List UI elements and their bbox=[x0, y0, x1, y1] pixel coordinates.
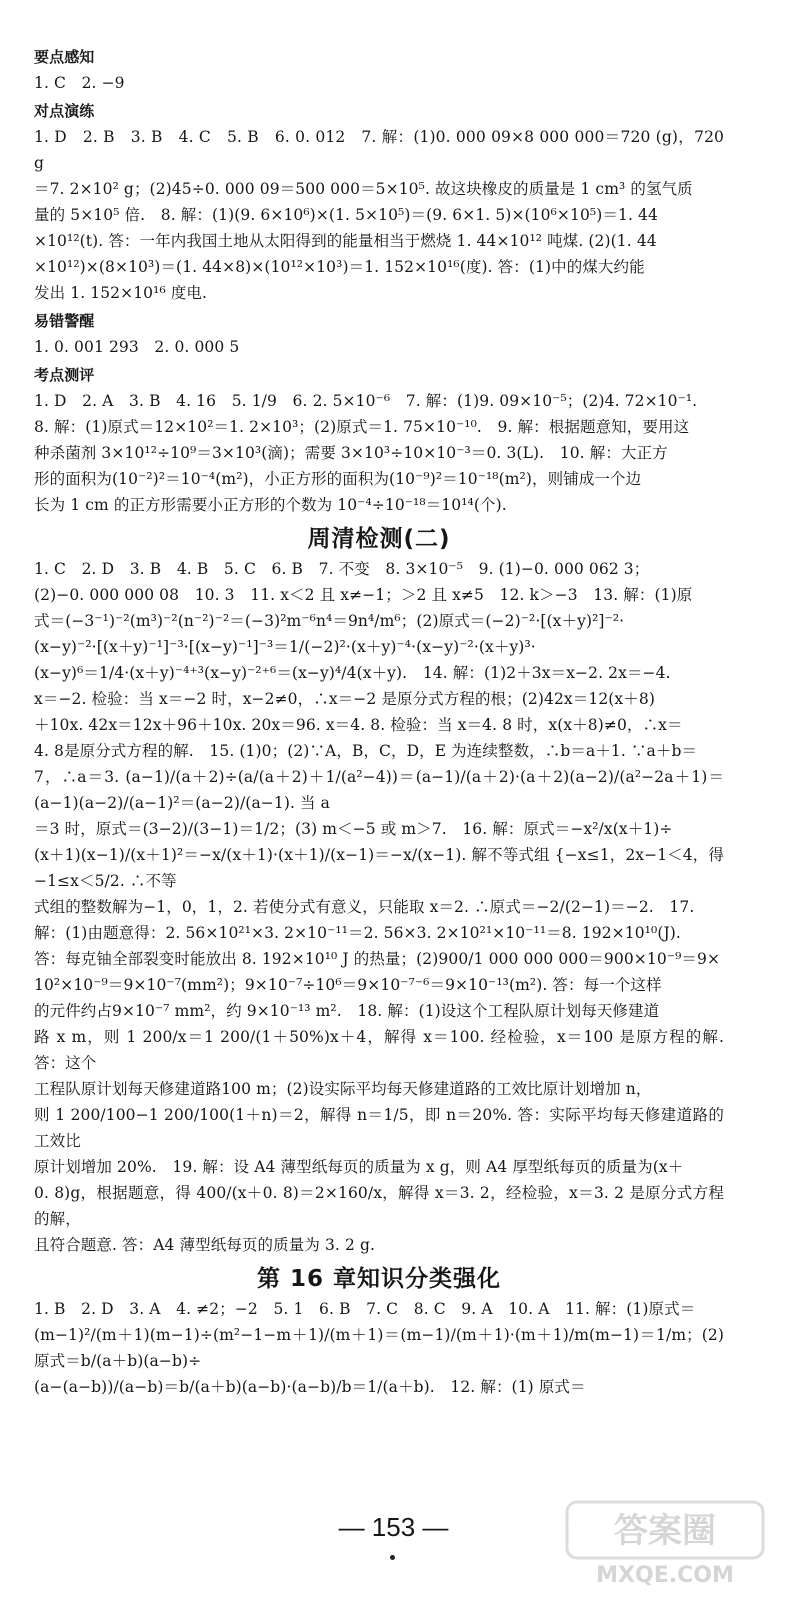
answer-line: 1. 0. 001 293 2. 0. 000 5 bbox=[34, 338, 240, 356]
answer-line: 式＝(−3⁻¹)⁻²(m³)⁻²(n⁻²)⁻²＝(−3)²m⁻⁶n⁴＝9n⁴/m⁶；(2)原式＝(−2)⁻²·[(x＋y)²]⁻²· bbox=[34, 612, 625, 630]
answer-line: 则 1 200/100−1 200/100(1＋n)＝2，解得 n＝1/5，即 n＝20%. 答：实际平均每天修建道路的工效比 bbox=[34, 1106, 724, 1150]
answer-line: 10²×10⁻⁹＝9×10⁻⁷(mm²)；9×10⁻⁷÷10⁶＝9×10⁻⁷⁻⁶＝9×10⁻¹³(m²). 答：每一个这样 bbox=[34, 976, 662, 994]
section-title-key-points: 要点感知 bbox=[34, 48, 95, 66]
chapter-heading: 第 16 章知识分类强化 bbox=[256, 1266, 502, 1292]
answer-line: 式组的整数解为−1，0，1，2. 若使分式有意义，只能取 x＝2. ∴原式＝−2/(2−1)＝−2. 17. bbox=[34, 898, 695, 916]
decorative-dot bbox=[390, 1555, 395, 1560]
answer-line: 4. 8是原分式方程的解. 15. (1)0；(2)∵A，B，C，D，E 为连续整数，∴b＝a＋1. ∵a＋b＝ bbox=[34, 742, 698, 760]
answer-line: ＝7. 2×10² g；(2)45÷0. 000 09＝500 000＝5×10⁵. 故这块橡皮的质量是 1 cm³ 的氢气质 bbox=[34, 180, 693, 198]
answer-line: (x＋1)(x−1)/(x＋1)²＝−x/(x＋1)·(x＋1)/(x−1)＝−x/(x−1). 解不等式组 {−x≤1，2x−1＜4，得−1≤x＜5/2. ∴不等 bbox=[34, 846, 724, 890]
watermark-logo bbox=[565, 1498, 765, 1590]
section-title-assessment: 考点测评 bbox=[34, 366, 95, 384]
answer-line: (x−y)⁶＝1/4·(x＋y)⁻⁴⁺³(x−y)⁻²⁺⁶＝(x−y)⁴/4(x＋y). 14. 解：(1)2＋3x＝x−2. 2x＝−4. bbox=[34, 664, 671, 682]
answer-line: 1. D 2. B 3. B 4. C 5. B 6. 0. 012 7. 解：(1)0. 000 09×8 000 000＝720 (g)，720 g bbox=[34, 128, 724, 172]
watermark-url: MXQE.COM bbox=[596, 1563, 734, 1588]
answer-line: 工程队原计划每天修建道路100 m；(2)设实际平均每天修建道路的工效比原计划增加 n， bbox=[34, 1080, 652, 1098]
answer-line: (m−1)²/(m＋1)(m−1)÷(m²−1−m＋1)/(m＋1)＝(m−1)/(m＋1)·(m＋1)/m(m−1)＝1/m；(2)原式＝b/(a＋b)(a−b)÷ bbox=[34, 1326, 724, 1370]
answer-line: x＝−2. 检验：当 x＝−2 时，x−2≠0，∴x＝−2 是原分式方程的根；(2)42x＝12(x＋8) bbox=[34, 690, 655, 708]
answer-line: 1. B 2. D 3. A 4. ≠2；−2 5. 1 6. B 7. C 8. C 9. A 10. A 11. 解：(1)原式＝ bbox=[34, 1300, 696, 1318]
answer-line: 8. 解：(1)原式＝12×10²＝1. 2×10³；(2)原式＝1. 75×10⁻¹⁰. 9. 解：根据题意知，要用这 bbox=[34, 418, 690, 436]
answer-line: (2)−0. 000 000 08 10. 3 11. x＜2 且 x≠−1；＞2 且 x≠5 12. k＞−3 13. 解：(1)原 bbox=[34, 586, 693, 604]
answer-line: 原计划增加 20%. 19. 解：设 A4 薄型纸每页的质量为 x g，则 A4 厚型纸每页的质量为(x＋ bbox=[34, 1158, 684, 1176]
answer-line: 长为 1 cm 的正方形需要小正方形的个数为 10⁻⁴÷10⁻¹⁸＝10¹⁴(个). bbox=[34, 496, 507, 514]
page-number: — 153 — bbox=[338, 1512, 449, 1542]
answer-line: 量的 5×10⁵ 倍. 8. 解：(1)(9. 6×10⁶)×(1. 5×10⁵)＝(9. 6×1. 5)×(10⁶×10⁵)＝1. 44 bbox=[34, 206, 658, 224]
answer-line: 答：每克铀全部裂变时能放出 8. 192×10¹⁰ J 的热量；(2)900/1 000 000 000＝900×10⁻⁹＝9× bbox=[34, 950, 721, 968]
answer-line: 1. C 2. D 3. B 4. B 5. C 6. B 7. 不变 8. 3×10⁻⁵ 9. (1)−0. 000 062 3； bbox=[34, 560, 650, 578]
answer-line: 7，∴a＝3. (a−1)/(a＋2)÷(a/(a＋2)＋1/(a²−4))＝(a−1)/(a＋2)·(a＋2)(a−2)/(a²−2a＋1)＝(a−1)(a−2)/(a−1)²＝(a−2)/(a−1). 当 a bbox=[34, 768, 724, 812]
answer-line: ×10¹²)×(8×10³)＝(1. 44×8)×(10¹²×10³)＝1. 152×10¹⁶(度). 答：(1)中的煤大约能 bbox=[34, 258, 645, 276]
answer-line: ×10¹²(t). 答：一年内我国土地从太阳得到的能量相当于燃烧 1. 44×10¹² 吨煤. (2)(1. 44 bbox=[34, 232, 657, 250]
answer-line: 1. C 2. −9 bbox=[34, 74, 125, 92]
answer-line: 路 x m，则 1 200/x＝1 200/(1＋50%)x＋4，解得 x＝100. 经检验，x＝100 是原方程的解. 答：这个 bbox=[34, 1028, 724, 1072]
answer-line: 1. D 2. A 3. B 4. 16 5. 1/9 6. 2. 5×10⁻⁶ 7. 解：(1)9. 09×10⁻⁵；(2)4. 72×10⁻¹. bbox=[34, 392, 698, 410]
answer-line: 0. 8)g，根据题意，得 400/(x＋0. 8)＝2×160/x，解得 x＝3. 2，经检验，x＝3. 2 是原分式方程的解， bbox=[34, 1184, 724, 1228]
answer-line: 形的面积为(10⁻²)²＝10⁻⁴(m²)，小正方形的面积为(10⁻⁹)²＝10⁻¹⁸(m²)，则铺成一个边 bbox=[34, 470, 642, 488]
answer-line: (x−y)⁻²·[(x＋y)⁻¹]⁻³·[(x−y)⁻¹]⁻³＝1/(−2)²·(x＋y)⁻⁴·(x−y)⁻²·(x＋y)³· bbox=[34, 638, 536, 656]
answer-line: ＋10x. 42x＝12x＋96＋10x. 20x＝96. x＝4. 8. 检验：当 x＝4. 8 时，x(x＋8)≠0，∴x＝ bbox=[34, 716, 683, 734]
answer-line: 发出 1. 152×10¹⁶ 度电. bbox=[34, 284, 208, 302]
answer-line: 且符合题意. 答：A4 薄型纸每页的质量为 3. 2 g. bbox=[34, 1236, 376, 1254]
section-title-practice: 对点演练 bbox=[34, 102, 95, 120]
watermark-text: 答案圈 bbox=[614, 1511, 716, 1551]
section-title-common-errors: 易错警醒 bbox=[34, 312, 95, 330]
answer-line: ＝3 时，原式＝(3−2)/(3−1)＝1/2；(3) m＜−5 或 m＞7. 16. 解：原式＝−x²/x(x＋1)÷ bbox=[34, 820, 673, 838]
answer-content bbox=[34, 42, 724, 1400]
weekly-test-heading: 周清检测(二) bbox=[307, 526, 451, 552]
answer-line: 解：(1)由题意得：2. 56×10²¹×3. 2×10⁻¹¹＝2. 56×3. 2×10²¹×10⁻¹¹＝8. 192×10¹⁰(J). bbox=[34, 924, 681, 942]
answer-line: 的元件约占9×10⁻⁷ mm²，约 9×10⁻¹³ m². 18. 解：(1)设这个工程队原计划每天修建道 bbox=[34, 1002, 660, 1020]
answer-line: (a−(a−b))/(a−b)＝b/(a＋b)(a−b)·(a−b)/b＝1/(a＋b). 12. 解：(1) 原式＝ bbox=[34, 1378, 586, 1396]
answer-line: 种杀菌剂 3×10¹²÷10⁹＝3×10³(滴)；需要 3×10³÷10×10⁻³＝0. 3(L). 10. 解：大正方 bbox=[34, 444, 668, 462]
